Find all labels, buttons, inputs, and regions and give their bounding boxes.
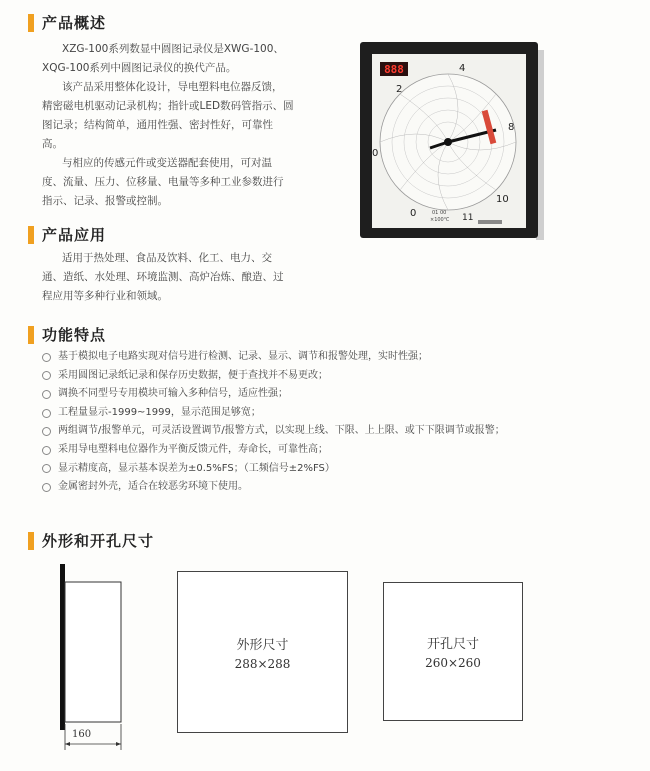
outline-size-box bbox=[177, 571, 348, 733]
bullet-icon bbox=[42, 427, 51, 436]
title-accent-bar bbox=[28, 14, 34, 32]
feature-item bbox=[42, 404, 602, 423]
section-title-application bbox=[28, 224, 106, 245]
section-title-dimensions bbox=[28, 530, 154, 551]
side-view-drawing bbox=[48, 564, 130, 754]
feature-item bbox=[42, 367, 602, 386]
led-digits: 888 bbox=[384, 63, 404, 76]
feature-text: 基于模拟电子电路实现对信号进行检测、记录、显示、调节和报警处理，实时性强； bbox=[58, 351, 428, 362]
feature-item bbox=[42, 478, 602, 497]
feature-text: 采用圆图记录纸记录和保存历史数据，便于查找并不易更改； bbox=[58, 369, 328, 381]
cutout-size-value: 260×260 bbox=[425, 656, 481, 670]
feature-text: 两组调节/报警单元，可灵活设置调节/报警方式，以实现上线、下限、上上限、或下下限调节或报警； bbox=[58, 425, 505, 437]
bullet-icon bbox=[42, 446, 51, 455]
dial-number: 10 bbox=[496, 194, 509, 205]
dial-number: 0 bbox=[372, 148, 379, 159]
cutout-size-label: 开孔尺寸 bbox=[426, 637, 479, 652]
section-title-text: 产品概述 bbox=[42, 14, 107, 32]
feature-list bbox=[42, 348, 602, 497]
recorder-hub bbox=[444, 138, 452, 146]
dial-number: 0 bbox=[410, 208, 417, 219]
title-accent-bar bbox=[28, 532, 34, 550]
bullet-icon bbox=[42, 483, 51, 492]
title-accent-bar bbox=[28, 226, 34, 244]
feature-item bbox=[42, 348, 602, 367]
section-title-text: 产品应用 bbox=[42, 226, 107, 244]
overview-line: 与相应的传感元件或变送器配套使用，可对温 bbox=[62, 157, 272, 169]
bullet-icon bbox=[42, 390, 51, 399]
application-text bbox=[42, 249, 297, 306]
side-view-bezel bbox=[60, 564, 65, 730]
overview-line: 高。 bbox=[42, 138, 63, 150]
feature-item bbox=[42, 441, 602, 460]
feature-text: 显示精度高，显示基本误差为±0.5%FS；（工频信号±2%FS） bbox=[58, 462, 335, 474]
feature-text: 调换不同型号专用模块可输入多种信号，适应性强； bbox=[58, 388, 288, 400]
outline-size-value: 288×288 bbox=[234, 656, 291, 671]
bullet-icon bbox=[42, 409, 51, 418]
section-title-text: 外形和开孔尺寸 bbox=[42, 532, 155, 550]
section-title-features bbox=[28, 324, 106, 345]
depth-dimension-label: 160 bbox=[72, 729, 92, 740]
feature-text: 金属密封外壳，适合在较恶劣环境下使用。 bbox=[58, 481, 248, 493]
cutout-size-box bbox=[383, 582, 523, 721]
side-view-body bbox=[65, 582, 121, 722]
bullet-icon bbox=[42, 353, 51, 362]
section-title-overview bbox=[28, 12, 106, 33]
overview-line: 该产品采用整体化设计，导电塑料电位器反馈， bbox=[62, 81, 283, 93]
overview-line: 图记录；结构简单，通用性强、密封性好，可靠性 bbox=[42, 119, 273, 131]
overview-line: XZG-100系列数显中圆图记录仪是XWG-100、 bbox=[62, 43, 284, 55]
dial-number: 8 bbox=[508, 122, 515, 133]
dial-number: 11 bbox=[462, 213, 474, 223]
application-line: 程应用等多种行业和领域。 bbox=[42, 290, 168, 302]
dim-arrow bbox=[116, 742, 121, 746]
bullet-icon bbox=[42, 464, 51, 473]
dial-unit: ×100℃ bbox=[430, 217, 450, 223]
overview-text bbox=[42, 40, 297, 211]
overview-line: XQG-100系列中圆图记录仪的换代产品。 bbox=[42, 62, 237, 74]
dial-number: 4 bbox=[459, 63, 466, 74]
dial-number: 2 bbox=[396, 84, 403, 95]
title-accent-bar bbox=[28, 326, 34, 344]
application-line: 通、造纸、水处理、环境监测、高炉冶炼、酿造、过 bbox=[42, 271, 284, 283]
overview-line: 指示、记录、报警或控制。 bbox=[42, 195, 168, 207]
feature-item bbox=[42, 385, 602, 404]
application-line: 适用于热处理、食品及饮料、化工、电力、交 bbox=[62, 252, 272, 264]
feature-text: 工程量显示-1999~1999，显示范围足够宽； bbox=[58, 406, 261, 418]
overview-line: 精密磁电机驱动记录机构；指针或LED数码管指示、圆 bbox=[42, 100, 294, 112]
overview-line: 度、流量、压力、位移量、电量等多种工业参数进行 bbox=[42, 176, 284, 188]
dim-arrow bbox=[65, 742, 70, 746]
outline-size-label: 外形尺寸 bbox=[236, 637, 289, 653]
bullet-icon bbox=[42, 371, 51, 380]
section-title-text: 功能特点 bbox=[42, 326, 107, 344]
chart-recorder-image bbox=[358, 40, 548, 245]
recorder-latch bbox=[478, 220, 502, 224]
feature-text: 采用导电塑料电位器作为平衡反馈元件，寿命长，可靠性高； bbox=[58, 443, 328, 455]
dial-small-text: 01 00 bbox=[432, 210, 447, 216]
feature-item bbox=[42, 422, 602, 441]
feature-item bbox=[42, 460, 602, 479]
